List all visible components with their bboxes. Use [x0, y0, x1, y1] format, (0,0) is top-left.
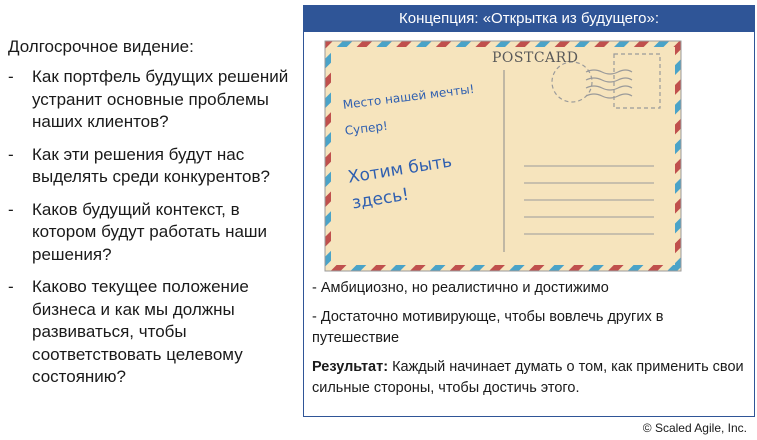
bullet-dash: - — [8, 67, 14, 86]
handwritten-big-note: Хотим быть здесь! — [346, 151, 454, 214]
long-term-vision-section — [8, 36, 298, 399]
result-label: Результат: — [312, 359, 389, 375]
question-text: Как портфель будущих решений устранит основные проблемы наших клиентов? — [32, 67, 289, 131]
postcard-body — [331, 47, 675, 265]
concept-point: - Амбициозно, но реалистично и достижимо — [312, 280, 609, 296]
concept-panel — [303, 5, 755, 417]
question-text: Каков будущий контекст, в котором будут работать наши решения? — [32, 199, 268, 264]
postcard-graphic — [324, 40, 682, 272]
list-item — [8, 66, 298, 134]
bullet-dash: - — [8, 277, 14, 296]
result-text: Каждый начинает думать о том, как применить свои сильные стороны, чтобы достичь этого. — [312, 359, 744, 396]
list-item — [8, 144, 298, 189]
concept-header: Концепция: «Открытка из будущего»: — [304, 6, 754, 32]
copyright-text: © Scaled Agile, Inc. — [642, 421, 747, 435]
question-text: Каково текущее положение бизнеса и как мы должны развиваться, чтобы соответствовать целевому состоянию? — [32, 277, 249, 386]
postcard-illustration — [324, 40, 682, 272]
postcard-title: POSTCARD — [492, 50, 579, 66]
vision-heading: Долгосрочное видение: — [8, 37, 194, 56]
vision-questions-list — [8, 66, 298, 389]
bullet-dash: - — [8, 199, 14, 219]
concept-point: - Достаточно мотивирующе, чтобы вовлечь других в путешествие — [312, 309, 664, 346]
list-item — [8, 199, 298, 267]
result-paragraph — [312, 357, 748, 399]
bullet-dash: - — [8, 144, 14, 164]
question-text: Как эти решения будут нас выделять среди конкурентов? — [32, 144, 270, 186]
handwritten-note: Место нашей мечты! — [342, 81, 476, 112]
concept-description — [312, 278, 748, 407]
list-item — [8, 276, 298, 389]
handwritten-note: Супер! — [344, 118, 389, 138]
